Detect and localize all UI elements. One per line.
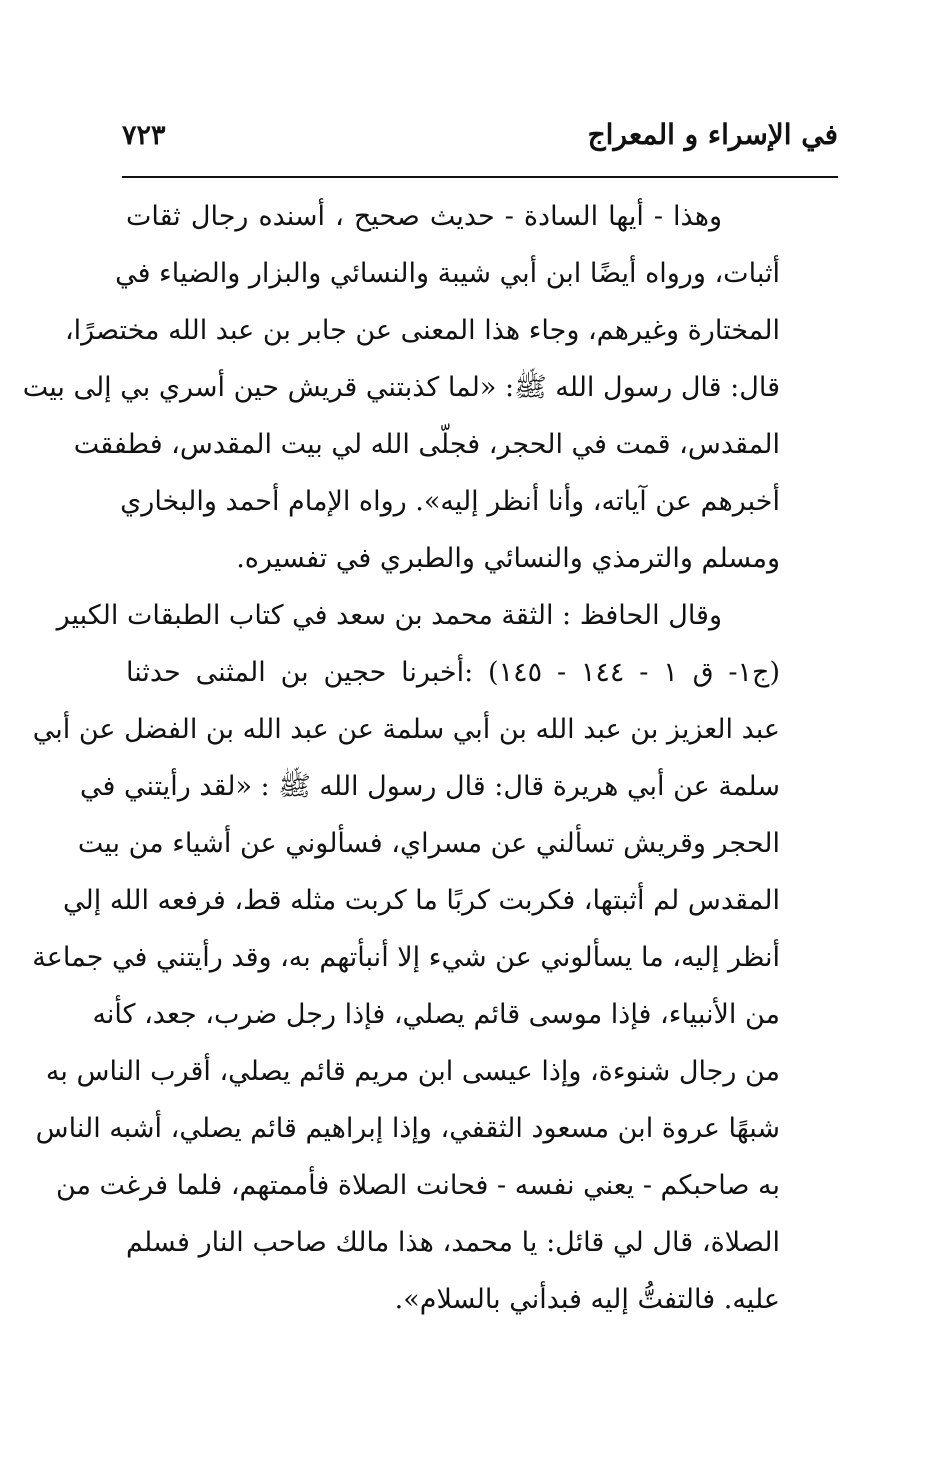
text-line: وهذا - أيها السادة - حديث صحيح ، أسنده رجال ثقات bbox=[126, 201, 722, 232]
text-line: شبهًا عروة ابن مسعود الثقفي، وإذا إبراهيم قائم يصلي، أشبه الناس bbox=[35, 1113, 780, 1144]
text-line: المختارة وغيرهم، وجاء هذا المعنى عن جابر بن عبد الله مختصرًا، bbox=[64, 315, 780, 346]
text-line: أثبات، ورواه أيضًا ابن أبي شيبة والنسائي والبزار والضياء في bbox=[115, 258, 780, 289]
text-line: (ج١- ق ١ - ١٤٤ - ١٤٥) :أخبرنا حجين بن المثنى حدثنا bbox=[126, 657, 781, 688]
text-line: عبد العزيز بن عبد الله بن أبي سلمة عن عبد الله بن الفضل عن أبي bbox=[32, 714, 780, 745]
text-line: سلمة عن أبي هريرة قال: قال رسول الله ﷺ : «لقد رأيتني في bbox=[79, 771, 780, 802]
page-header bbox=[122, 112, 838, 178]
text-line: الحجر وقريش تسألني عن مسراي، فسألوني عن أشياء من بيت bbox=[77, 828, 780, 859]
text-line: المقدس، قمت في الحجر، فجلّى الله لي بيت المقدس، فطفقت bbox=[73, 429, 780, 460]
running-title: في الإسراء و المعراج bbox=[587, 118, 838, 151]
text-line: من رجال شنوءة، وإذا عيسى ابن مريم قائم يصلي، أقرب الناس به bbox=[45, 1056, 780, 1087]
text-line: ومسلم والترمذي والنسائي والطبري في تفسيره. bbox=[236, 543, 780, 574]
text-line: به صاحبكم - يعني نفسه - فحانت الصلاة فأممتهم، فلما فرغت من bbox=[55, 1170, 780, 1201]
text-line: قال: قال رسول الله ﷺ: «لما كذبتني قريش حين أسري بي إلى بيت bbox=[22, 372, 780, 403]
body-text bbox=[22, 188, 838, 1328]
text-line: المقدس لم أثبتها، فكربت كربًا ما كربت مثله قط، فرفعه الله إلي bbox=[63, 885, 780, 916]
paragraph-2 bbox=[32, 587, 838, 1328]
text-line: من الأنبياء، فإذا موسى قائم يصلي، فإذا رجل ضرب، جعد، كأنه bbox=[92, 999, 780, 1030]
page-number: ٧٢٣ bbox=[122, 120, 166, 151]
text-line: أنظر إليه، ما يسألوني عن شيء إلا أنبأتهم به، وقد رأيتني في جماعة bbox=[32, 942, 780, 973]
text-line: عليه. فالتفتُّ إليه فبدأني بالسلام». bbox=[394, 1284, 780, 1315]
text-line: الصلاة، قال لي قائل: يا محمد، هذا مالك صاحب النار فسلم bbox=[126, 1227, 780, 1258]
text-line: وقال الحافظ : الثقة محمد بن سعد في كتاب الطبقات الكبير bbox=[56, 600, 722, 631]
paragraph-1 bbox=[22, 188, 838, 587]
header-rule bbox=[122, 176, 838, 178]
text-line: أخبرهم عن آياته، وأنا أنظر إليه». رواه الإمام أحمد والبخاري bbox=[120, 486, 780, 517]
